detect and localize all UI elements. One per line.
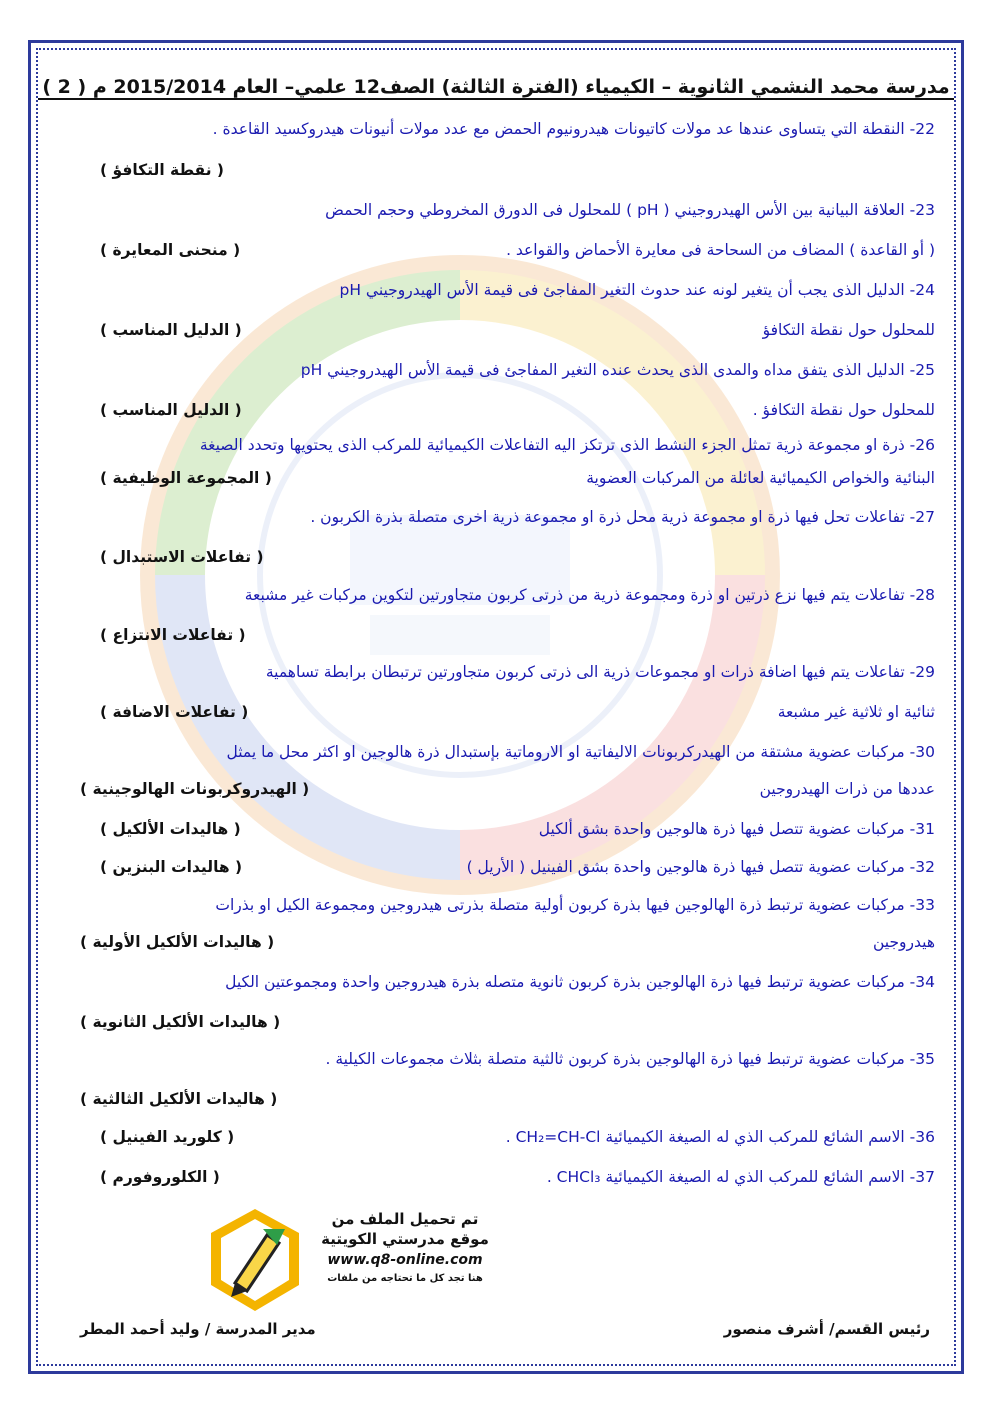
dept-head-signature: رئيس القسم/ أشرف منصور bbox=[723, 1320, 930, 1338]
question-line bbox=[60, 735, 935, 769]
question-text: للمحلول حول نقطة التكافؤ . bbox=[752, 401, 935, 419]
answer-text: ( المجموعة الوظيفية ) bbox=[100, 469, 272, 487]
answer-text: ( الدليل المناسب ) bbox=[100, 401, 242, 419]
question-line bbox=[60, 353, 935, 387]
answer-text: ( الكلوروفورم ) bbox=[100, 1168, 220, 1186]
question-line bbox=[60, 772, 935, 806]
question-line bbox=[60, 233, 935, 267]
question-text: 31- مركبات عضوية تتصل فيها ذرة هالوجين واحدة بشق ألكيل bbox=[538, 820, 935, 838]
question-line bbox=[60, 500, 935, 534]
page-header bbox=[0, 76, 992, 106]
question-text: 34- مركبات عضوية ترتبط فيها ذرة الهالوجين بذرة كربون ثانوية متصله بذرة هيدروجين واحدة ومجموعتين الكيل bbox=[225, 973, 935, 991]
question-line bbox=[60, 461, 935, 495]
question-line bbox=[60, 1120, 935, 1154]
question-line bbox=[60, 112, 935, 146]
question-line bbox=[60, 618, 935, 652]
question-line bbox=[60, 1042, 935, 1076]
question-line bbox=[60, 850, 935, 884]
question-line bbox=[60, 925, 935, 959]
principal-signature: مدير المدرسة / وليد أحمد المطر bbox=[80, 1320, 316, 1338]
answer-text: ( نقطة التكافؤ ) bbox=[100, 161, 224, 179]
question-text: 24- الدليل الذى يجب أن يتغير لونه عند حدوث التغير المفاجئ فى قيمة الأس الهيدروجيني pH bbox=[339, 281, 935, 299]
question-line bbox=[60, 1160, 935, 1194]
question-line bbox=[60, 273, 935, 307]
question-line bbox=[60, 965, 935, 999]
question-text: 33- مركبات عضوية ترتبط ذرة الهالوجين فيها بذرة كربون أولية متصلة بذرتى هيدروجين ومجموعة الكيل او بذرات bbox=[215, 896, 935, 914]
header-title: مدرسة محمد النشمي الثانوية – الكيمياء (الفترة الثالثة) الصف12 علمي– العام 2015/2014 م ( 2 ) bbox=[38, 76, 953, 100]
question-text: 27- تفاعلات تحل فيها ذرة او مجموعة ذرية محل ذرة او مجموعة ذرية اخرى متصلة بذرة الكربون . bbox=[310, 508, 935, 526]
question-text: للمحلول حول نقطة التكافؤ bbox=[762, 321, 935, 339]
answer-text: ( هاليدات الألكيل الثانوية ) bbox=[80, 1013, 281, 1031]
question-text: 26- ذرة او مجموعة ذرية تمثل الجزء النشط الذى ترتكز اليه التفاعلات الكيميائية للمركب الذى يحتويها وتحدد الصيغة bbox=[199, 436, 935, 454]
question-line bbox=[60, 393, 935, 427]
logo-tagline: هنا تجد كل ما تحتاجه من ملفات bbox=[327, 1273, 483, 1284]
question-line bbox=[60, 428, 935, 462]
logo-line2: موقع مدرستي الكويتية bbox=[321, 1230, 489, 1248]
question-line bbox=[60, 655, 935, 689]
question-line bbox=[60, 812, 935, 846]
question-text: 28- تفاعلات يتم فيها نزع ذرتين او ذرة ومجموعة ذرية من ذرتى كربون متجاورتين لتكوين مركبات غير مشبعة bbox=[244, 586, 935, 604]
answer-text: ( هاليدات الألكيل ) bbox=[100, 820, 241, 838]
question-text: 23- العلاقة البيانية بين الأس الهيدروجيني ( pH ) للمحلول فى الدورق المخروطي وحجم الحمض bbox=[325, 201, 935, 219]
question-text: 29- تفاعلات يتم فيها اضافة ذرات او مجموعات ذرية الى ذرتى كربون متجاورتين ترتبطان برابطة تساهمية bbox=[265, 663, 935, 681]
logo-url[interactable]: www.q8-online.com bbox=[327, 1252, 483, 1268]
question-text: 22- النقطة التي يتساوى عندها عد مولات كاتيونات هيدرونيوم الحمض مع عدد مولات أنيونات هيدروكسيد القاعدة . bbox=[212, 120, 935, 138]
answer-text: ( هاليدات الألكيل الأولية ) bbox=[80, 933, 275, 951]
question-line bbox=[60, 1082, 935, 1116]
question-line bbox=[60, 578, 935, 612]
question-line bbox=[60, 313, 935, 347]
question-text: ( أو القاعدة ) المضاف من السحاحة فى معايرة الأحماض والقواعد . bbox=[506, 241, 935, 259]
question-text: عددها من ذرات الهيدروجين bbox=[759, 780, 935, 798]
answer-text: ( منحنى المعايرة ) bbox=[100, 241, 241, 259]
site-logo bbox=[205, 1205, 525, 1325]
question-text: هيدروجين bbox=[872, 933, 935, 951]
logo-line1: تم تحميل الملف من bbox=[331, 1210, 479, 1228]
answer-text: ( الهيدروكربونات الهالوجينية ) bbox=[80, 780, 310, 798]
answer-text: ( هاليدات الألكيل الثالثية ) bbox=[80, 1090, 278, 1108]
question-text: البنائية والخواص الكيميائية لعائلة من المركبات العضوية bbox=[586, 469, 935, 487]
question-line bbox=[60, 1005, 935, 1039]
answer-text: ( الدليل المناسب ) bbox=[100, 321, 242, 339]
pencil-logo-icon bbox=[205, 1205, 305, 1315]
question-text: 30- مركبات عضوية مشتقة من الهيدركربونات الاليفاتية او الاروماتية بإستبدال ذرة هالوجين او اكثر محل ما يمثل bbox=[226, 743, 935, 761]
question-text: ثنائية او ثلاثية غير مشبعة bbox=[777, 703, 935, 721]
answer-text: ( تفاعلات الانتزاع ) bbox=[100, 626, 246, 644]
question-line bbox=[60, 695, 935, 729]
question-text: 32- مركبات عضوية تتصل فيها ذرة هالوجين واحدة بشق الفينيل ( الأريل ) bbox=[466, 858, 935, 876]
question-text: 25- الدليل الذى يتفق مداه والمدى الذى يحدث عنده التغير المفاجئ فى قيمة الأس الهيدروجيني pH bbox=[300, 361, 935, 379]
question-line bbox=[60, 153, 935, 187]
question-text: 37- الاسم الشائع للمركب الذي له الصيغة الكيميائية CHCl₃ . bbox=[546, 1168, 935, 1186]
question-line bbox=[60, 540, 935, 574]
answer-text: ( هاليدات البنزين ) bbox=[100, 858, 243, 876]
question-text: 36- الاسم الشائع للمركب الذي له الصيغة الكيميائية CH₂=CH-Cl . bbox=[505, 1128, 935, 1146]
question-text: 35- مركبات عضوية ترتبط فيها ذرة الهالوجين بذرة كربون ثالثية متصلة بثلاث مجموعات الكيلية . bbox=[325, 1050, 935, 1068]
question-line bbox=[60, 193, 935, 227]
answer-text: ( تفاعلات الاضافة ) bbox=[100, 703, 249, 721]
question-line bbox=[60, 888, 935, 922]
answer-text: ( تفاعلات الاستبدال ) bbox=[100, 548, 264, 566]
answer-text: ( كلوريد الفينيل ) bbox=[100, 1128, 235, 1146]
